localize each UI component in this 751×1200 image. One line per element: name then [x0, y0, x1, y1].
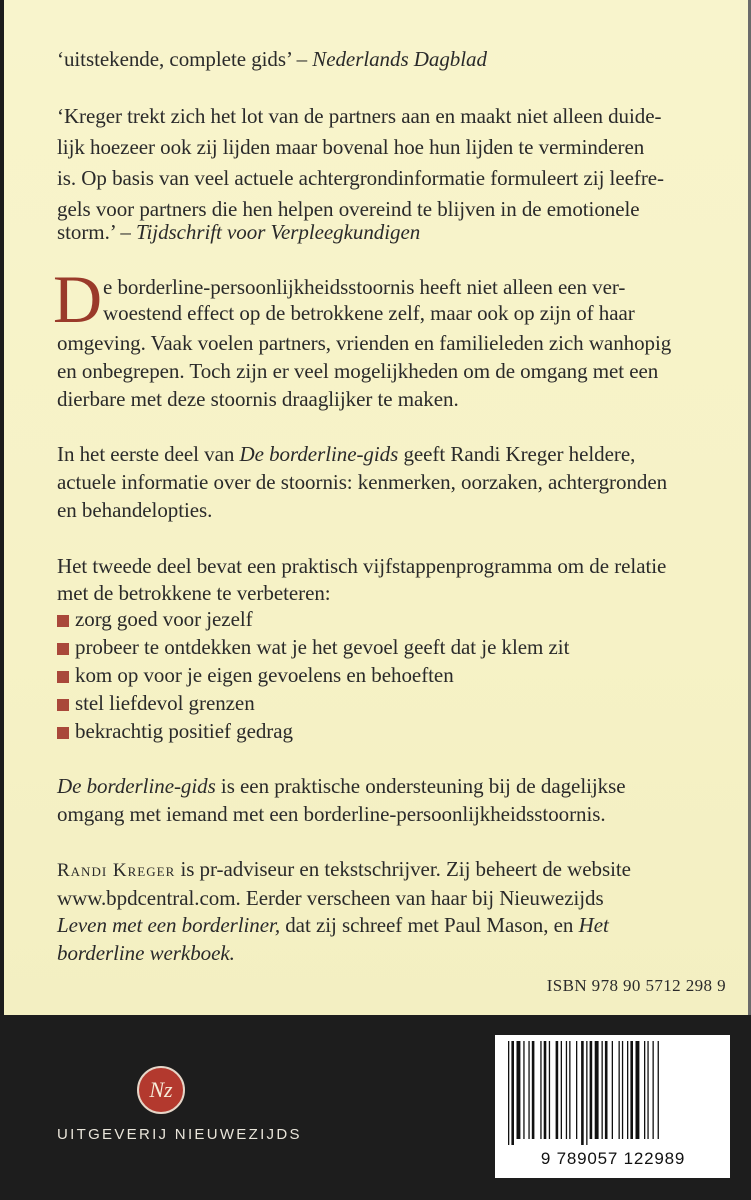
bullet-item: bekrachtig positief gedrag: [75, 719, 293, 743]
barcode-bar: [581, 1041, 584, 1145]
author-text: is pr-adviseur en tekstschrijver. Zij beheert de website: [180, 857, 631, 881]
barcode-bar: [636, 1041, 640, 1139]
quote-2-line: lijk hoezeer ook zij lijden maar bovenal hoe hun lijden te verminderen: [57, 135, 645, 159]
quote-1-source: Nederlands Dagblad: [312, 47, 487, 71]
quote-2-last-line: [57, 220, 420, 245]
bullet-item: kom op voor je eigen gevoelens en behoeften: [75, 663, 454, 687]
barcode-bar: [644, 1041, 645, 1139]
barcode-bar: [523, 1041, 524, 1139]
publisher-name: UITGEVERIJ NIEUWEZIJDS: [57, 1126, 302, 1143]
barcode-bar: [605, 1041, 608, 1139]
barcode-bar: [653, 1041, 654, 1139]
quote-2-last-text: storm.’ –: [57, 220, 131, 244]
barcode-bar: [576, 1041, 577, 1139]
part1-line: [57, 442, 635, 467]
summary-line: [57, 774, 626, 799]
barcode-bar: [561, 1041, 562, 1139]
quote-2-line: ‘Kreger trekt zich het lot van de partners aan en maakt niet alleen duide-: [57, 104, 662, 128]
author-line: [57, 857, 631, 882]
book-title: Leven met een borderliner,: [57, 913, 281, 937]
barcode-bar: [630, 1041, 633, 1139]
barcode-bars: [506, 1041, 718, 1145]
intro-line: e borderline-persoonlijkheidsstoornis heeft niet alleen een ver-: [103, 275, 626, 299]
author-line: www.bpdcentral.com. Eerder verscheen van haar bij Nieuwezijds: [57, 886, 604, 910]
barcode-bar: [602, 1041, 603, 1139]
publisher-logo: Nz: [137, 1066, 185, 1114]
barcode-bar: [566, 1041, 567, 1139]
part1-line: actuele informatie over de stoornis: kenmerken, oorzaken, achtergronden: [57, 470, 668, 494]
bullet-square: [57, 727, 69, 739]
barcode-bar: [528, 1041, 529, 1139]
barcode-bar: [612, 1041, 613, 1139]
barcode-digits: 9 789057 122989: [540, 1149, 686, 1168]
part1-text: geeft Randi Kreger heldere,: [403, 442, 636, 466]
quote-1: [57, 47, 487, 72]
barcode-bar: [508, 1041, 509, 1145]
intro-line: dierbare met deze stoornis draaglijker te maken.: [57, 387, 459, 411]
barcode-bar: [586, 1041, 587, 1145]
part1-line: en behandelopties.: [57, 498, 213, 522]
dropcap-box: [53, 261, 105, 337]
book-title: De borderline-gids: [239, 442, 399, 466]
book-edge-left: [0, 0, 4, 1015]
barcode-bar: [517, 1041, 521, 1139]
intro-line: omgeving. Vaak voelen partners, vrienden en familieleden zich wanhopig: [57, 331, 672, 355]
barcode: [495, 1035, 730, 1178]
isbn: ISBN 978 90 5712 298 9: [546, 976, 726, 995]
author-name: Randi Kreger: [57, 860, 176, 881]
dropcap: D: [53, 261, 103, 337]
barcode-bar: [511, 1041, 514, 1145]
bullet-item: stel liefdevol grenzen: [75, 691, 255, 715]
book-title: Het: [578, 913, 609, 937]
bullet-square: [57, 615, 69, 627]
barcode-bar: [556, 1041, 559, 1139]
part2-line: Het tweede deel bevat een praktisch vijfstappenprogramma om de relatie: [57, 554, 667, 578]
bullet-square: [57, 699, 69, 711]
barcode-bar: [619, 1041, 620, 1139]
book-title: De borderline-gids: [57, 774, 216, 798]
barcode-bar: [544, 1041, 547, 1139]
author-text: dat zij schreef met Paul Mason, en: [285, 913, 574, 937]
author-line: borderline werkboek.: [57, 941, 235, 965]
intro-line: en onbegrepen. Toch zijn er veel mogelijkheden om de omgang met een: [57, 359, 659, 383]
bullet-square: [57, 643, 69, 655]
barcode-bar: [549, 1041, 550, 1139]
barcode-bar: [532, 1041, 535, 1139]
barcode-bar: [627, 1041, 628, 1139]
barcode-bar: [569, 1041, 570, 1139]
intro-line: woestend effect op de betrokkene zelf, maar ook op zijn of haar: [103, 301, 635, 325]
quote-2-line: is. Op basis van veel actuele achtergrondinformatie formuleert zij leefre-: [57, 166, 664, 190]
bullet-item: probeer te ontdekken wat je het gevoel geeft dat je klem zit: [75, 635, 570, 659]
quote-1-text: ‘uitstekende, complete gids’ –: [57, 47, 308, 71]
summary-text: is een praktische ondersteuning bij de dagelijkse: [220, 774, 626, 798]
quote-2-line: gels voor partners die hen helpen overeind te blijven in de emotionele: [57, 197, 640, 221]
author-line: [57, 913, 609, 938]
barcode-bar: [590, 1041, 593, 1139]
part1-text: In het eerste deel van: [57, 442, 235, 466]
quote-2-source: Tijdschrift voor Verpleegkundigen: [136, 220, 421, 244]
summary-line: omgang met iemand met een borderline-persoonlijkheidsstoornis.: [57, 802, 606, 826]
barcode-bar: [622, 1041, 623, 1139]
barcode-bar: [540, 1041, 541, 1139]
barcode-bar: [595, 1041, 599, 1139]
barcode-bar: [647, 1041, 648, 1139]
barcode-bar: [658, 1041, 659, 1139]
bullet-square: [57, 671, 69, 683]
bullet-item: zorg goed voor jezelf: [75, 607, 253, 631]
part2-line: met de betrokkene te verbeteren:: [57, 581, 331, 605]
